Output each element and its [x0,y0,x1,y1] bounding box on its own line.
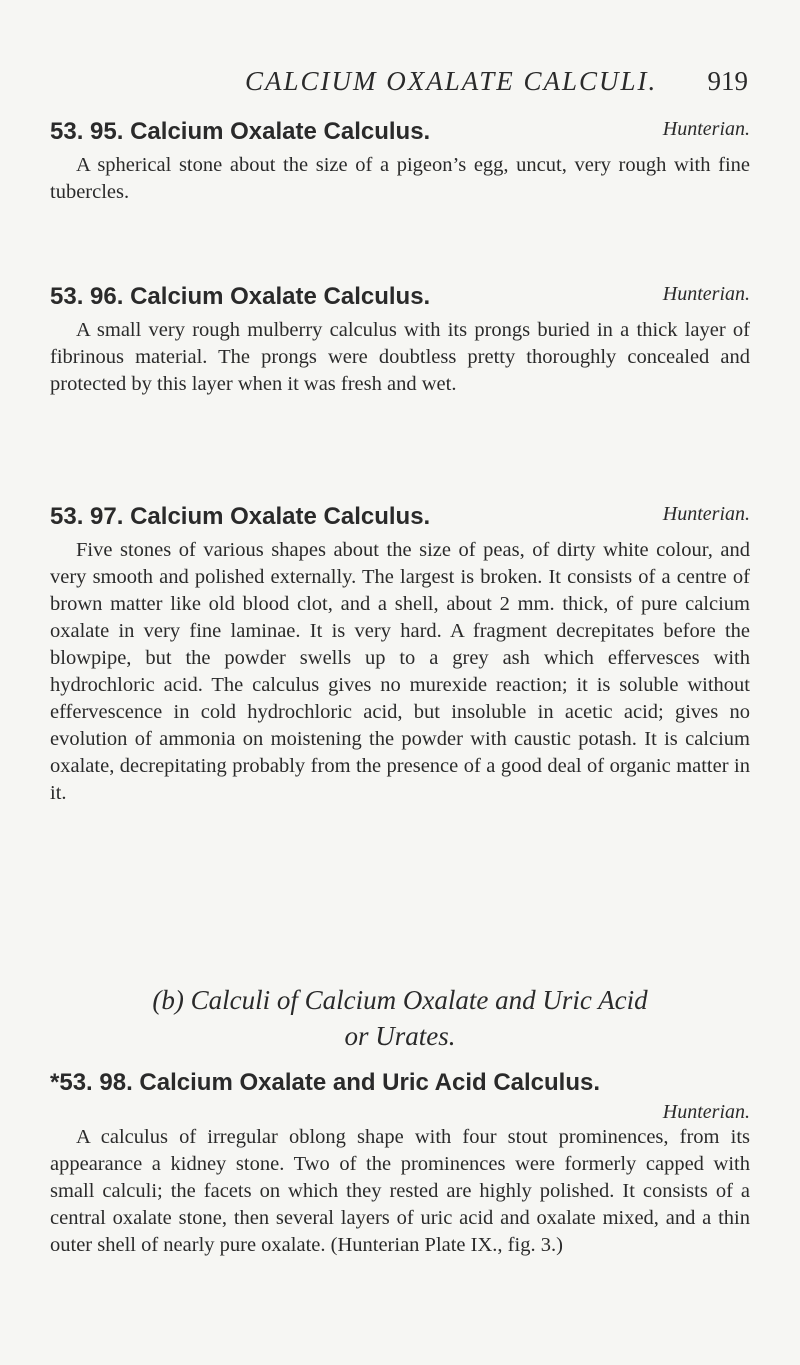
page-number: 919 [707,66,748,96]
specimen-number: 95. [90,118,124,145]
entry-name: Calcium Oxalate Calculus. [130,118,431,145]
entry-title [50,118,430,146]
running-title: CALCIUM OXALATE CALCULI. [245,66,658,96]
entry-name: Calcium Oxalate Calculus. [130,283,431,310]
entry-number: *53. [50,1069,93,1096]
catalogue-entry-53-96 [50,281,750,398]
collection-label: Hunterian. [662,283,750,305]
specimen-number: 98. [99,1069,133,1096]
entry-name: Calcium Oxalate Calculus. [130,503,431,530]
section-heading-line-1 [50,982,750,1018]
entry-description: Five stones of various shapes about the size of peas, of dirty white colour, and very smooth and polished externally. The largest is broken. It consists of a centre of brown matter like old blood clot, and a shell, about 2 mm. thick, of pure calcium oxalate in very fine laminae. It is very hard. A fragment decrepitates before the blowpipe, but the powder swells up to a grey ash which effervesces with hydrochloric acid. The calculus gives no murexide reaction; it is soluble without effervescence in cold hydrochloric acid, but insoluble in acetic acid; gives no evolution of ammonia on moistening the powder with caustic potash. It is calcium oxalate, decrepitating probably from the presence of a good deal of organic matter in it. [50,539,750,804]
running-head [50,66,750,102]
entry-title [50,1069,600,1097]
section-title: Calculi of Calcium Oxalate and Uric Acid [190,985,648,1015]
entry-number: 53. [50,503,84,530]
entry-heading [50,281,750,317]
entry-description: A calculus of irregular oblong shape with four stout prominences, from its appearance a kidney stone. Two of the prominences were formerly capped with small calculi; the facets on which they rested are highly polished. It consists of a central oxalate stone, then several layers of uric acid and oxalate mixed, and a thin outer shell of nearly pure oxalate. (Hunterian Plate IX., fig. 3.) [50,1126,750,1256]
entry-title [50,503,430,531]
specimen-number: 97. [90,503,124,530]
collection-label: Hunterian. [662,503,750,525]
entry-number: 53. [50,118,84,145]
catalogue-entry-53-97 [50,501,750,807]
section-heading-line-2: or Urates. [344,1021,456,1051]
collection-label: Hunterian. [662,118,750,140]
collection-label: Hunterian. [662,1101,750,1123]
section-marker: (b) [152,985,184,1015]
entry-description: A small very rough mulberry calculus with its prongs buried in a thick layer of fibrinous material. The prongs were doubtless pretty thoroughly concealed and protected by this layer when it was fresh and wet. [50,319,750,395]
entry-number: 53. [50,283,84,310]
entry-title [50,283,430,311]
entry-description: A spherical stone about the size of a pigeon’s egg, uncut, very rough with fine tubercles. [50,154,750,203]
entry-name: Calcium Oxalate and Uric Acid Calculus. [139,1069,601,1096]
catalogue-entry-53-98 [50,1067,750,1259]
entry-heading [50,501,750,537]
specimen-number: 96. [90,283,124,310]
entry-heading [50,116,750,152]
entry-heading [50,1067,750,1103]
catalogue-entry-53-95 [50,116,750,206]
section-heading [50,982,750,1054]
